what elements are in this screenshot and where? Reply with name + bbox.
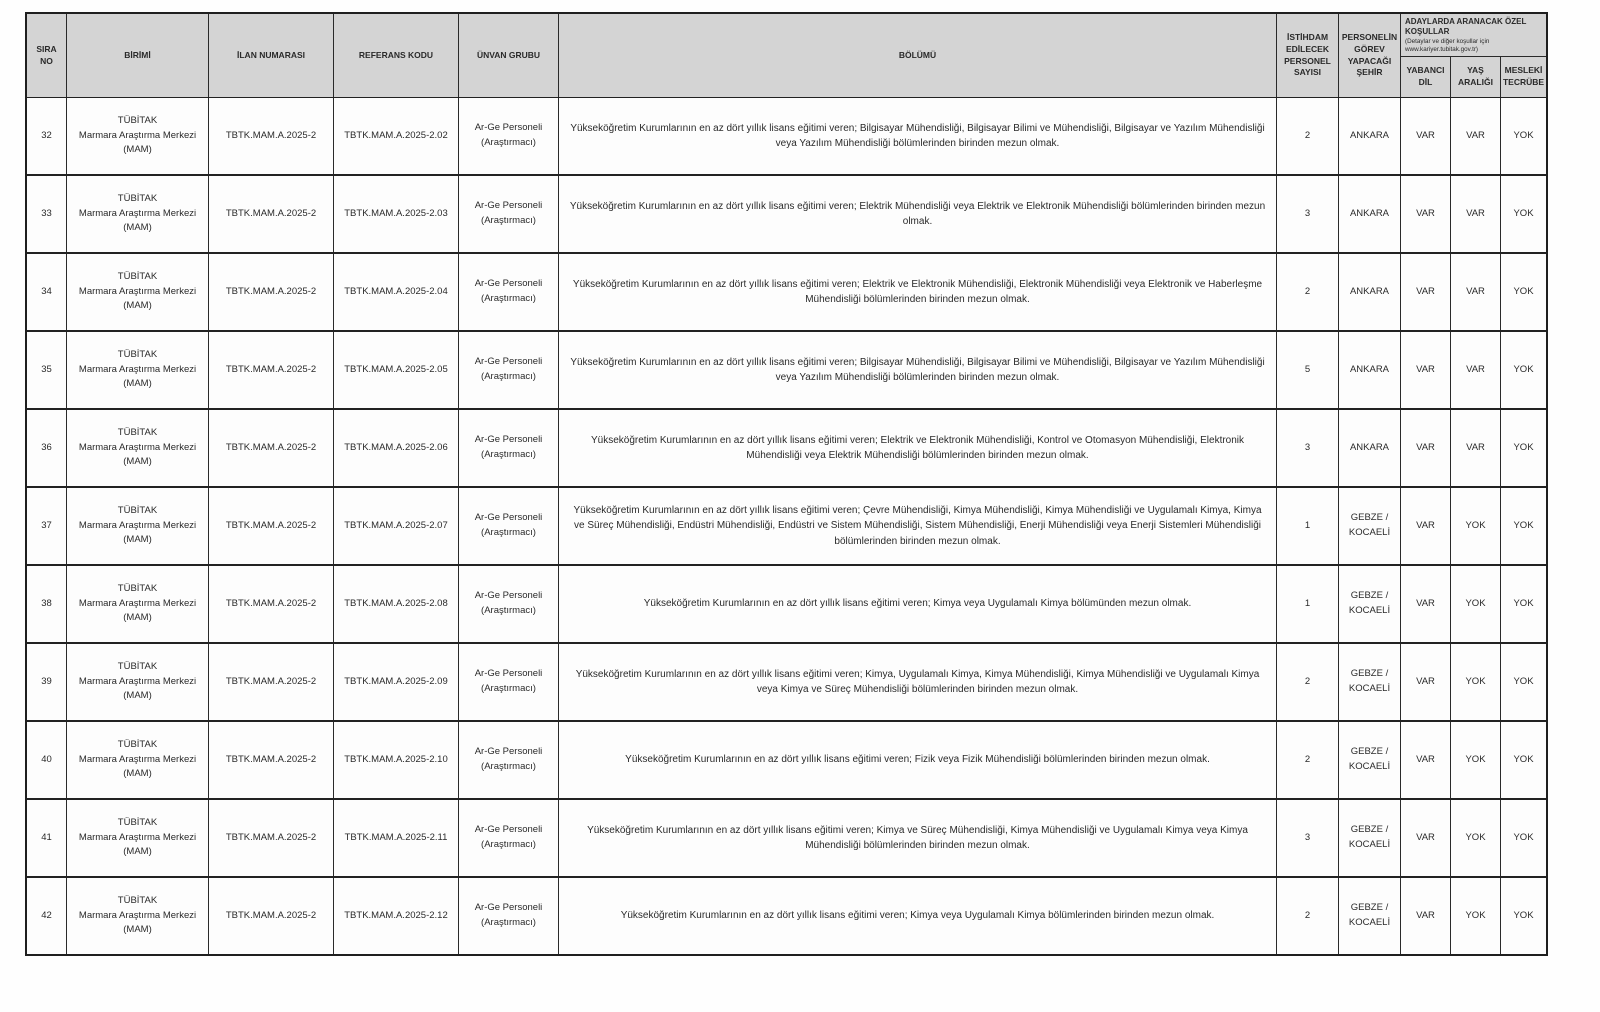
cell-sira-no: 39 — [27, 644, 67, 720]
cell-birimi: TÜBİTAK Marmara Araştırma Merkezi (MAM) — [67, 332, 209, 408]
cell-yabanci-dil: VAR — [1401, 488, 1451, 564]
cell-referans-kodu: TBTK.MAM.A.2025-2.06 — [334, 410, 459, 486]
cell-bolumu: Yükseköğretim Kurumlarının en az dört yıllık lisans eğitimi veren; Kimya ve Süreç Mühendisliği, Kimya Mühendisliği ve Uygulamalı Kimya veya Kimya Mühendisliği bölümlerinden birinden mezun olmak. — [559, 800, 1277, 876]
cell-sira-no: 42 — [27, 878, 67, 954]
cell-unvan-grubu: Ar-Ge Personeli (Araştırmacı) — [459, 98, 559, 174]
cell-birimi: TÜBİTAK Marmara Araştırma Merkezi (MAM) — [67, 644, 209, 720]
cell-ilan-numarasi: TBTK.MAM.A.2025-2 — [209, 800, 334, 876]
header-mesleki-tecrube: MESLEKİ TECRÜBE — [1501, 57, 1546, 98]
cell-unvan-grubu: Ar-Ge Personeli (Araştırmacı) — [459, 488, 559, 564]
cell-mesleki-tecrube: YOK — [1513, 831, 1534, 843]
cell-referans-kodu: TBTK.MAM.A.2025-2.08 — [334, 566, 459, 642]
cell-yas-araligi: VAR — [1451, 98, 1501, 174]
table-row — [27, 410, 1546, 488]
cell-bolumu: Yükseköğretim Kurumlarının en az dört yıllık lisans eğitimi veren; Bilgisayar Mühendisliği, Bilgisayar Bilimi ve Mühendisliği, Bilgisayar ve Yazılım Mühendisliği veya Yazılım Mühendisliği bölümlerinden birinden mezun olmak. — [559, 98, 1277, 174]
cell-mesleki-tecrube: YOK — [1513, 363, 1534, 375]
cell-mesleki-tecrube: YOK — [1513, 207, 1534, 219]
cell-yabanci-dil: VAR — [1401, 800, 1451, 876]
cell-personel-sayisi: 2 — [1277, 722, 1339, 798]
cell-yas-araligi: YOK — [1451, 800, 1501, 876]
header-ozel-kosullar-title — [1401, 14, 1546, 57]
header-yas-araligi: YAŞ ARALIĞI — [1451, 57, 1501, 98]
cell-unvan-grubu: Ar-Ge Personeli (Araştırmacı) — [459, 410, 559, 486]
job-postings-table — [25, 12, 1548, 956]
cell-yabanci-dil: VAR — [1401, 410, 1451, 486]
cell-referans-kodu: TBTK.MAM.A.2025-2.11 — [334, 800, 459, 876]
cell-ilan-numarasi: TBTK.MAM.A.2025-2 — [209, 254, 334, 330]
header-unvan-grubu: ÜNVAN GRUBU — [459, 14, 559, 97]
cell-sehir: GEBZE / KOCAELİ — [1339, 878, 1401, 954]
header-ozel-kosullar-subcolumns — [1401, 57, 1546, 98]
cell-personel-sayisi: 3 — [1277, 410, 1339, 486]
cell-yabanci-dil: VAR — [1401, 332, 1451, 408]
cell-referans-kodu: TBTK.MAM.A.2025-2.12 — [334, 878, 459, 954]
cell-unvan-grubu: Ar-Ge Personeli (Araştırmacı) — [459, 176, 559, 252]
cell-sira-no: 33 — [27, 176, 67, 252]
table-body — [27, 98, 1546, 954]
cell-birimi: TÜBİTAK Marmara Araştırma Merkezi (MAM) — [67, 800, 209, 876]
cell-sehir: ANKARA — [1339, 254, 1401, 330]
cell-mesleki-tecrube: YOK — [1513, 597, 1534, 609]
cell-sehir: GEBZE / KOCAELİ — [1339, 566, 1401, 642]
cell-ilan-numarasi: TBTK.MAM.A.2025-2 — [209, 644, 334, 720]
cell-sehir: GEBZE / KOCAELİ — [1339, 488, 1401, 564]
cell-yas-araligi: YOK — [1451, 644, 1501, 720]
cell-birimi: TÜBİTAK Marmara Araştırma Merkezi (MAM) — [67, 722, 209, 798]
cell-sira-no: 36 — [27, 410, 67, 486]
cell-birimi: TÜBİTAK Marmara Araştırma Merkezi (MAM) — [67, 566, 209, 642]
cell-birimi: TÜBİTAK Marmara Araştırma Merkezi (MAM) — [67, 488, 209, 564]
cell-sira-no: 35 — [27, 332, 67, 408]
table-row — [27, 644, 1546, 722]
cell-referans-kodu: TBTK.MAM.A.2025-2.05 — [334, 332, 459, 408]
cell-yas-araligi: VAR — [1451, 254, 1501, 330]
cell-personel-sayisi: 2 — [1277, 254, 1339, 330]
table-row — [27, 488, 1546, 566]
cell-yas-araligi: VAR — [1451, 176, 1501, 252]
cell-yabanci-dil: VAR — [1401, 566, 1451, 642]
header-ilan-numarasi: İLAN NUMARASI — [209, 14, 334, 97]
cell-bolumu: Yükseköğretim Kurumlarının en az dört yıllık lisans eğitimi veren; Kimya veya Uygulamalı Kimya bölümlerinden birinden mezun olmak. — [559, 878, 1277, 954]
cell-mesleki-tecrube: YOK — [1513, 129, 1534, 141]
cell-birimi: TÜBİTAK Marmara Araştırma Merkezi (MAM) — [67, 176, 209, 252]
cell-birimi: TÜBİTAK Marmara Araştırma Merkezi (MAM) — [67, 878, 209, 954]
cell-ilan-numarasi: TBTK.MAM.A.2025-2 — [209, 98, 334, 174]
cell-sira-no: 41 — [27, 800, 67, 876]
header-ozel-kosullar-group — [1401, 14, 1546, 97]
cell-unvan-grubu: Ar-Ge Personeli (Araştırmacı) — [459, 254, 559, 330]
cell-ilan-numarasi: TBTK.MAM.A.2025-2 — [209, 566, 334, 642]
cell-bolumu: Yükseköğretim Kurumlarının en az dört yıllık lisans eğitimi veren; Elektrik ve Elektronik Mühendisliği, Elektronik Mühendisliği veya Elektronik ve Haberleşme Mühendisliği bölümlerinden birinden mezun olmak. — [559, 254, 1277, 330]
cell-sehir: ANKARA — [1339, 98, 1401, 174]
cell-referans-kodu: TBTK.MAM.A.2025-2.09 — [334, 644, 459, 720]
ozel-kosullar-note: (Detaylar ve diğer koşullar için www.kariyer.tubitak.gov.tr) — [1405, 37, 1490, 53]
table-row — [27, 254, 1546, 332]
cell-mesleki-tecrube: YOK — [1513, 519, 1534, 531]
cell-birimi: TÜBİTAK Marmara Araştırma Merkezi (MAM) — [67, 410, 209, 486]
cell-personel-sayisi: 5 — [1277, 332, 1339, 408]
cell-yabanci-dil: VAR — [1401, 722, 1451, 798]
cell-unvan-grubu: Ar-Ge Personeli (Araştırmacı) — [459, 332, 559, 408]
cell-mesleki-tecrube: YOK — [1513, 753, 1534, 765]
cell-bolumu: Yükseköğretim Kurumlarının en az dört yıllık lisans eğitimi veren; Fizik veya Fizik Mühendisliği bölümlerinden birinden mezun olmak. — [559, 722, 1277, 798]
cell-personel-sayisi: 3 — [1277, 800, 1339, 876]
cell-ilan-numarasi: TBTK.MAM.A.2025-2 — [209, 176, 334, 252]
cell-bolumu: Yükseköğretim Kurumlarının en az dört yıllık lisans eğitimi veren; Elektrik ve Elektronik Mühendisliği, Kontrol ve Otomasyon Mühendisliği, Elektronik Mühendisliği veya Elektrik Mühendisliği bölümlerinden birinden mezun olmak. — [559, 410, 1277, 486]
cell-yabanci-dil: VAR — [1401, 878, 1451, 954]
ozel-kosullar-title-text: ADAYLARDA ARANACAK ÖZEL KOŞULLAR — [1405, 17, 1527, 37]
header-bolumu: BÖLÜMÜ — [559, 14, 1277, 97]
cell-referans-kodu: TBTK.MAM.A.2025-2.10 — [334, 722, 459, 798]
cell-bolumu: Yükseköğretim Kurumlarının en az dört yıllık lisans eğitimi veren; Elektrik Mühendisliği veya Elektrik ve Elektronik Mühendisliği bölümlerinden birinden mezun olmak. — [559, 176, 1277, 252]
cell-referans-kodu: TBTK.MAM.A.2025-2.03 — [334, 176, 459, 252]
cell-sira-no: 37 — [27, 488, 67, 564]
cell-unvan-grubu: Ar-Ge Personeli (Araştırmacı) — [459, 800, 559, 876]
cell-ilan-numarasi: TBTK.MAM.A.2025-2 — [209, 722, 334, 798]
cell-ilan-numarasi: TBTK.MAM.A.2025-2 — [209, 410, 334, 486]
cell-mesleki-tecrube: YOK — [1513, 909, 1534, 921]
cell-sehir: ANKARA — [1339, 332, 1401, 408]
cell-yas-araligi: YOK — [1451, 488, 1501, 564]
cell-personel-sayisi: 2 — [1277, 98, 1339, 174]
cell-personel-sayisi: 1 — [1277, 488, 1339, 564]
cell-yabanci-dil: VAR — [1401, 98, 1451, 174]
cell-sehir: GEBZE / KOCAELİ — [1339, 800, 1401, 876]
cell-referans-kodu: TBTK.MAM.A.2025-2.07 — [334, 488, 459, 564]
cell-yas-araligi: YOK — [1451, 878, 1501, 954]
header-birimi: BİRİMİ — [67, 14, 209, 97]
cell-yabanci-dil: VAR — [1401, 254, 1451, 330]
cell-yas-araligi: YOK — [1451, 722, 1501, 798]
cell-personel-sayisi: 3 — [1277, 176, 1339, 252]
table-row — [27, 176, 1546, 254]
table-row — [27, 98, 1546, 176]
cell-sehir: ANKARA — [1339, 410, 1401, 486]
cell-bolumu: Yükseköğretim Kurumlarının en az dört yıllık lisans eğitimi veren; Kimya veya Uygulamalı Kimya bölümünden mezun olmak. — [559, 566, 1277, 642]
cell-referans-kodu: TBTK.MAM.A.2025-2.04 — [334, 254, 459, 330]
cell-unvan-grubu: Ar-Ge Personeli (Araştırmacı) — [459, 566, 559, 642]
cell-yas-araligi: YOK — [1451, 566, 1501, 642]
header-sira-no: SIRA NO — [27, 14, 67, 97]
cell-personel-sayisi: 2 — [1277, 644, 1339, 720]
cell-sira-no: 32 — [27, 98, 67, 174]
header-referans-kodu: REFERANS KODU — [334, 14, 459, 97]
cell-ilan-numarasi: TBTK.MAM.A.2025-2 — [209, 878, 334, 954]
cell-sira-no: 38 — [27, 566, 67, 642]
cell-unvan-grubu: Ar-Ge Personeli (Araştırmacı) — [459, 722, 559, 798]
cell-unvan-grubu: Ar-Ge Personeli (Araştırmacı) — [459, 644, 559, 720]
cell-unvan-grubu: Ar-Ge Personeli (Araştırmacı) — [459, 878, 559, 954]
table-row — [27, 878, 1546, 954]
cell-ilan-numarasi: TBTK.MAM.A.2025-2 — [209, 332, 334, 408]
cell-personel-sayisi: 1 — [1277, 566, 1339, 642]
header-personelin-gorev-yapacagi-sehir: PERSONELİN GÖREV YAPACAĞI ŞEHİR — [1339, 14, 1401, 97]
cell-birimi: TÜBİTAK Marmara Araştırma Merkezi (MAM) — [67, 254, 209, 330]
cell-mesleki-tecrube: YOK — [1513, 285, 1534, 297]
cell-mesleki-tecrube: YOK — [1513, 441, 1534, 453]
cell-bolumu: Yükseköğretim Kurumlarının en az dört yıllık lisans eğitimi veren; Çevre Mühendisliği, Kimya Mühendisliği, Kimya Mühendisliği ve Uygulamalı Kimya, Kimya ve Süreç Mühendisliği, Endüstri Mühendisliği, Endüstri ve Sistem Mühendisliği, Sistem Mühendisliği, Enerji Mühendisliği veya Enerji Sistemleri Mühendisliği bölümlerinden birinden mezun olmak. — [559, 488, 1277, 564]
cell-sira-no: 34 — [27, 254, 67, 330]
table-row — [27, 800, 1546, 878]
cell-birimi: TÜBİTAK Marmara Araştırma Merkezi (MAM) — [67, 98, 209, 174]
table-row — [27, 722, 1546, 800]
table-row — [27, 332, 1546, 410]
cell-sehir: GEBZE / KOCAELİ — [1339, 722, 1401, 798]
cell-bolumu: Yükseköğretim Kurumlarının en az dört yıllık lisans eğitimi veren; Kimya, Uygulamalı Kimya, Kimya Mühendisliği, Kimya Mühendisliği ve Uygulamalı Kimya veya Kimya ve Süreç Mühendisliği bölümlerinden birinden mezun olmak. — [559, 644, 1277, 720]
cell-yas-araligi: VAR — [1451, 332, 1501, 408]
cell-yas-araligi: VAR — [1451, 410, 1501, 486]
cell-referans-kodu: TBTK.MAM.A.2025-2.02 — [334, 98, 459, 174]
cell-sehir: ANKARA — [1339, 176, 1401, 252]
header-istihdam-edilecek-personel-sayisi: İSTİHDAM EDİLECEK PERSONEL SAYISI — [1277, 14, 1339, 97]
cell-sira-no: 40 — [27, 722, 67, 798]
table-row — [27, 566, 1546, 644]
cell-sehir: GEBZE / KOCAELİ — [1339, 644, 1401, 720]
header-yabanci-dil: YABANCI DİL — [1401, 57, 1451, 98]
cell-personel-sayisi: 2 — [1277, 878, 1339, 954]
cell-bolumu: Yükseköğretim Kurumlarının en az dört yıllık lisans eğitimi veren; Bilgisayar Mühendisliği, Bilgisayar Bilimi ve Mühendisliği, Bilgisayar ve Yazılım Mühendisliği veya Yazılım Mühendisliği bölümlerinden birinden mezun olmak. — [559, 332, 1277, 408]
cell-ilan-numarasi: TBTK.MAM.A.2025-2 — [209, 488, 334, 564]
cell-yabanci-dil: VAR — [1401, 176, 1451, 252]
cell-yabanci-dil: VAR — [1401, 644, 1451, 720]
table-header-row — [27, 14, 1546, 98]
cell-mesleki-tecrube: YOK — [1513, 675, 1534, 687]
